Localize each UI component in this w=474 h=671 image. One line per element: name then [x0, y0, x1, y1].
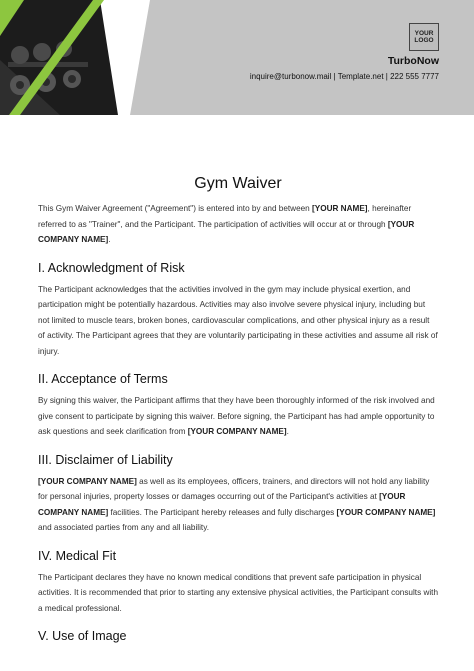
intro-text-2: , hereinafter referred to as "Trainer", and the Participant. The participation of activities will occur at or through	[38, 204, 412, 229]
section-heading-image: V. Use of Image	[38, 629, 127, 643]
section-heading-liability: III. Disclaimer of Liability	[38, 452, 173, 467]
intro-text-3: .	[108, 235, 111, 244]
placeholder-your-name: [YOUR NAME]	[312, 204, 368, 213]
logo-text: YOUR LOGO	[414, 30, 434, 44]
section-heading-medical: IV. Medical Fit	[38, 548, 117, 563]
liability-text-1: as well as its employees, officers, trainers, and directors will not hold any liability for personal injuries, property losses or damages occurring out of the Participant's activities at	[38, 476, 430, 501]
placeholder-company-name: [YOUR COMPANY NAME]	[38, 476, 137, 486]
section-text-liability	[38, 474, 438, 536]
section-text-risk: The Participant acknowledges that the activities involved in the gym may include physical exertion, and participation might be potentially hazardous. Activities may also involve severe physical injury, including but not limited to muscle tears, broken bones, cardiovascular complications, and other physical injury as a result of activity. The Participant agrees that they are voluntarily participating in these activities and assume all risk of injury.	[38, 284, 438, 356]
placeholder-company-name: [YOUR COMPANY NAME]	[187, 427, 287, 436]
logo-placeholder	[409, 23, 439, 51]
intro-text-1: This Gym Waiver Agreement ("Agreement") is entered into by and between	[38, 204, 313, 213]
header	[0, 0, 474, 115]
liability-text-2: facilities. The Participant hereby releases and fully discharges	[108, 507, 337, 517]
section-text-medical: The Participant declares they have no known medical conditions that prevent safe participation in physical activities. It is recommended that prior to starting any extensive physical activities, the Participant consults with a medical professional.	[38, 572, 439, 613]
document-title: Gym Waiver	[194, 175, 282, 192]
contact-info: inquire@turbonow.mail | Template.net | 222 555 7777	[249, 72, 439, 81]
liability-text-3: and associated parties from any and all liability.	[38, 523, 209, 532]
intro-paragraph	[38, 201, 438, 248]
company-name: TurboNow	[387, 55, 439, 67]
section-heading-risk: I. Acknowledgment of Risk	[38, 260, 185, 275]
placeholder-company-name: [YOUR COMPANY NAME]	[38, 492, 406, 517]
terms-text-2: .	[286, 427, 289, 436]
placeholder-company-name: [YOUR COMPANY NAME]	[38, 219, 415, 244]
terms-text-1: By signing this waiver, the Participant affirms that they have been thoroughly informed of the risk involved and give consent to participate by signing this waiver. Before signing, the Participant has had ample opportunity to ask questions and seek clarification from	[38, 396, 435, 436]
document-body	[38, 175, 438, 650]
section-heading-terms: II. Acceptance of Terms	[38, 372, 168, 386]
section-text-terms	[38, 393, 438, 440]
placeholder-company-name: [YOUR COMPANY NAME]	[336, 507, 436, 517]
